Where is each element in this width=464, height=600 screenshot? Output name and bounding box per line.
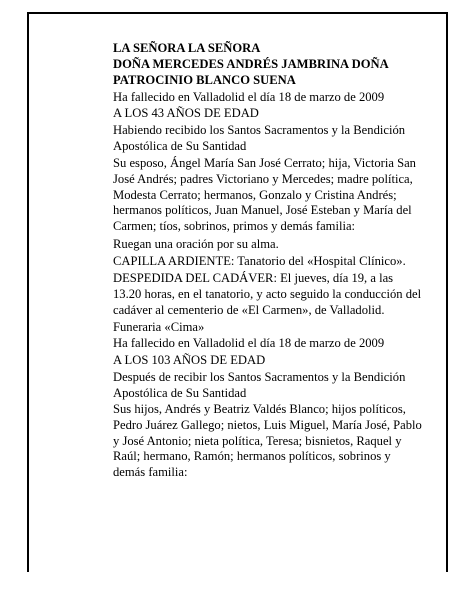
notice2-family: Sus hijos, Andrés y Beatriz Valdés Blanco; hijos políticos, Pedro Juárez Gallego; nietos, Luis Miguel, María José, Pablo y José Antonio; nieta política, Teresa; bisnietos, Raquel y Raúl; hermano, Ramón; hermanos políticos, sobrinos y demás familia:: [113, 402, 422, 480]
notice1-family: Su esposo, Ángel María San José Cerrato; hija, Victoria San José Andrés; padres Victoriano y Mercedes; madre política, Modesta Cerrato; hermanos, Gonzalo y Cristina Andrés; hermanos políticos, Juan Manuel, José Esteban y María del Carmen; tíos, sobrinos, primos y demás familia:: [113, 156, 416, 234]
notice2-age: A LOS 103 AÑOS DE EDAD: [113, 353, 266, 368]
header-line-2: DOÑA MERCEDES ANDRÉS JAMBRINA DOÑA: [113, 56, 389, 71]
notice2-died: Ha fallecido en Valladolid el día 18 de marzo de 2009: [113, 335, 385, 350]
notice1-died: Ha fallecido en Valladolid el día 18 de marzo de 2009: [113, 89, 385, 104]
notice1-chapel: CAPILLA ARDIENTE: Tanatorio del «Hospital Clínico».: [113, 253, 406, 268]
notice2-sacraments: Después de recibir los Santos Sacramentos y la Bendición Apostólica de Su Santidad: [113, 370, 406, 401]
notice1-farewell: DESPEDIDA DEL CADÁVER: El jueves, día 19, a las 13.20 horas, en el tanatorio, y acto seguido la conducción del cadáver al cementerio de «El Carmen», de Valladolid.: [113, 271, 422, 317]
notice1-sacraments: Habiendo recibido los Santos Sacramentos y la Bendición Apostólica de Su Santidad: [113, 122, 406, 153]
notice1-funeral-home: Funeraria «Cima»: [113, 320, 205, 335]
notice1-prayer: Ruegan una oración por su alma.: [113, 236, 279, 251]
header-line-3: PATROCINIO BLANCO SUENA: [113, 72, 296, 87]
header-line-1: LA SEÑORA LA SEÑORA: [113, 41, 261, 55]
notice1-age: A LOS 43 AÑOS DE EDAD: [113, 105, 259, 120]
obituary-text: [113, 41, 423, 481]
